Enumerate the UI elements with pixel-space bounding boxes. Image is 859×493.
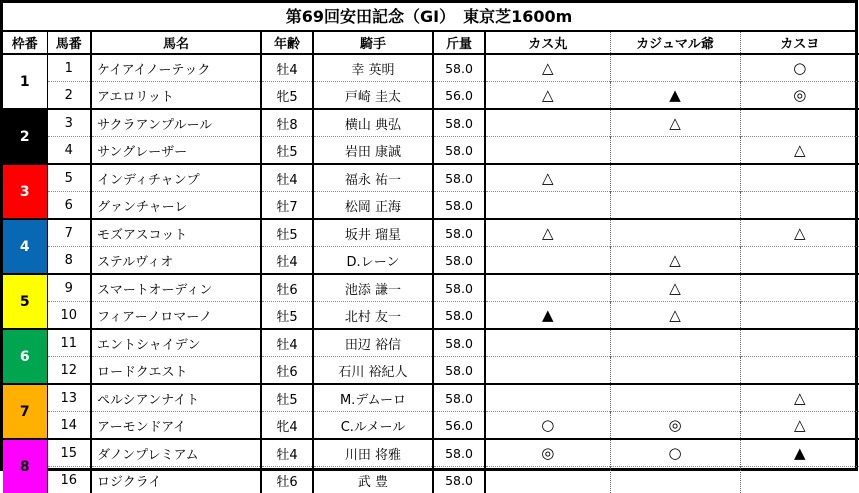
horse-name-cell: ロードクエスト xyxy=(91,357,261,385)
weight-cell: 58.0 xyxy=(433,384,485,412)
mark-cell xyxy=(485,384,610,412)
jockey-cell: 坂井 瑠星 xyxy=(313,219,433,247)
jockey-cell: 石川 裕紀人 xyxy=(313,357,433,385)
mark-cell xyxy=(485,137,610,165)
mark-cell: △ xyxy=(485,219,610,247)
race-title: 第69回安田記念（GI） 東京芝1600m xyxy=(3,3,855,32)
weight-cell: 58.0 xyxy=(433,357,485,385)
horse-name-cell: エントシャイデン xyxy=(91,329,261,357)
header-weight: 斤量 xyxy=(433,32,485,54)
mark-cell: △ xyxy=(740,137,859,165)
horse-name-cell: ロジクライ xyxy=(91,467,261,493)
table-row xyxy=(3,302,859,330)
header-tipster1: カス丸 xyxy=(485,32,610,54)
frame-number-cell: 7 xyxy=(3,384,47,439)
table-row xyxy=(3,192,859,220)
horse-number-cell: 14 xyxy=(47,412,91,440)
horse-number-cell: 2 xyxy=(47,82,91,110)
mark-cell xyxy=(485,329,610,357)
mark-cell xyxy=(485,467,610,493)
age-cell: 牡6 xyxy=(261,274,313,302)
mark-cell: △ xyxy=(610,109,740,137)
horse-name-cell: サングレーザー xyxy=(91,137,261,165)
mark-cell: △ xyxy=(485,54,610,82)
horse-name-cell: アエロリット xyxy=(91,82,261,110)
frame-number-cell: 8 xyxy=(3,439,47,493)
age-cell: 牡6 xyxy=(261,467,313,493)
mark-cell xyxy=(485,109,610,137)
mark-cell: △ xyxy=(610,247,740,275)
weight-cell: 58.0 xyxy=(433,467,485,493)
header-tipster3: カスヨ xyxy=(740,32,859,54)
mark-cell xyxy=(485,247,610,275)
horse-number-cell: 8 xyxy=(47,247,91,275)
mark-cell xyxy=(610,164,740,192)
weight-cell: 58.0 xyxy=(433,109,485,137)
age-cell: 牡4 xyxy=(261,247,313,275)
age-cell: 牡4 xyxy=(261,164,313,192)
weight-cell: 56.0 xyxy=(433,412,485,440)
jockey-cell: 北村 友一 xyxy=(313,302,433,330)
mark-cell: △ xyxy=(740,219,859,247)
jockey-cell: 幸 英明 xyxy=(313,54,433,82)
mark-cell xyxy=(740,109,859,137)
age-cell: 牡5 xyxy=(261,137,313,165)
mark-cell: △ xyxy=(610,274,740,302)
weight-cell: 58.0 xyxy=(433,247,485,275)
mark-cell xyxy=(610,137,740,165)
header-jockey: 騎手 xyxy=(313,32,433,54)
table-row xyxy=(3,219,859,247)
jockey-cell: 横山 典弘 xyxy=(313,109,433,137)
mark-cell: △ xyxy=(485,164,610,192)
jockey-cell: D.レーン xyxy=(313,247,433,275)
horse-number-cell: 10 xyxy=(47,302,91,330)
frame-number-cell: 5 xyxy=(3,274,47,329)
jockey-cell: C.ルメール xyxy=(313,412,433,440)
header-horse-name: 馬名 xyxy=(91,32,261,54)
mark-cell xyxy=(610,219,740,247)
mark-cell: ◎ xyxy=(740,82,859,110)
mark-cell: ▲ xyxy=(740,439,859,467)
table-row xyxy=(3,137,859,165)
table-row xyxy=(3,164,859,192)
mark-cell xyxy=(610,384,740,412)
age-cell: 牝4 xyxy=(261,412,313,440)
horse-number-cell: 16 xyxy=(47,467,91,493)
mark-cell: ○ xyxy=(610,439,740,467)
mark-cell: △ xyxy=(485,82,610,110)
age-cell: 牡5 xyxy=(261,219,313,247)
header-tipster2: カジュマル爺 xyxy=(610,32,740,54)
header-row xyxy=(3,32,859,54)
table-row xyxy=(3,439,859,467)
age-cell: 牡6 xyxy=(261,357,313,385)
mark-cell xyxy=(485,357,610,385)
horse-number-cell: 7 xyxy=(47,219,91,247)
horse-number-cell: 6 xyxy=(47,192,91,220)
mark-cell: △ xyxy=(610,302,740,330)
table-row xyxy=(3,357,859,385)
mark-cell xyxy=(740,192,859,220)
jockey-cell: 松岡 正海 xyxy=(313,192,433,220)
frame-number-cell: 4 xyxy=(3,219,47,274)
header-frame: 枠番 xyxy=(3,32,47,54)
frame-number-cell: 3 xyxy=(3,164,47,219)
jockey-cell: 武 豊 xyxy=(313,467,433,493)
jockey-cell: 池添 謙一 xyxy=(313,274,433,302)
horse-name-cell: インディチャンプ xyxy=(91,164,261,192)
header-horse-number: 馬番 xyxy=(47,32,91,54)
horse-number-cell: 1 xyxy=(47,54,91,82)
jockey-cell: 川田 将雅 xyxy=(313,439,433,467)
mark-cell xyxy=(610,54,740,82)
frame-number-cell: 2 xyxy=(3,109,47,164)
weight-cell: 58.0 xyxy=(433,439,485,467)
horse-number-cell: 13 xyxy=(47,384,91,412)
table-row xyxy=(3,412,859,440)
weight-cell: 58.0 xyxy=(433,329,485,357)
mark-cell: △ xyxy=(740,384,859,412)
horse-number-cell: 12 xyxy=(47,357,91,385)
mark-cell xyxy=(740,247,859,275)
horse-number-cell: 4 xyxy=(47,137,91,165)
table-row xyxy=(3,82,859,110)
mark-cell xyxy=(610,357,740,385)
horse-name-cell: ダノンプレミアム xyxy=(91,439,261,467)
mark-cell: ◎ xyxy=(610,412,740,440)
horse-name-cell: グァンチャーレ xyxy=(91,192,261,220)
frame-number-cell: 6 xyxy=(3,329,47,384)
horse-name-cell: アーモンドアイ xyxy=(91,412,261,440)
mark-cell xyxy=(740,164,859,192)
weight-cell: 58.0 xyxy=(433,192,485,220)
mark-cell xyxy=(610,467,740,493)
mark-cell xyxy=(740,329,859,357)
table-row xyxy=(3,467,859,493)
horse-name-cell: ステルヴィオ xyxy=(91,247,261,275)
horse-name-cell: モズアスコット xyxy=(91,219,261,247)
mark-cell xyxy=(740,357,859,385)
jockey-cell: 戸崎 圭太 xyxy=(313,82,433,110)
horse-number-cell: 5 xyxy=(47,164,91,192)
mark-cell xyxy=(485,274,610,302)
mark-cell: ◎ xyxy=(485,439,610,467)
mark-cell: ▲ xyxy=(485,302,610,330)
table-row xyxy=(3,274,859,302)
horse-name-cell: サクラアンプルール xyxy=(91,109,261,137)
age-cell: 牡5 xyxy=(261,302,313,330)
jockey-cell: M.デムーロ xyxy=(313,384,433,412)
mark-cell: △ xyxy=(740,412,859,440)
weight-cell: 56.0 xyxy=(433,82,485,110)
horse-number-cell: 11 xyxy=(47,329,91,357)
jockey-cell: 岩田 康誠 xyxy=(313,137,433,165)
mark-cell xyxy=(740,274,859,302)
age-cell: 牡5 xyxy=(261,384,313,412)
age-cell: 牡4 xyxy=(261,439,313,467)
table-row xyxy=(3,54,859,82)
weight-cell: 58.0 xyxy=(433,137,485,165)
horse-number-cell: 3 xyxy=(47,109,91,137)
age-cell: 牝5 xyxy=(261,82,313,110)
weight-cell: 58.0 xyxy=(433,54,485,82)
frame-number-cell: 1 xyxy=(3,54,47,109)
weight-cell: 58.0 xyxy=(433,164,485,192)
jockey-cell: 福永 祐一 xyxy=(313,164,433,192)
weight-cell: 58.0 xyxy=(433,219,485,247)
table-row xyxy=(3,109,859,137)
age-cell: 牡8 xyxy=(261,109,313,137)
horse-name-cell: ペルシアンナイト xyxy=(91,384,261,412)
mark-cell: ○ xyxy=(740,54,859,82)
table-row xyxy=(3,384,859,412)
horse-name-cell: ケイアイノーテック xyxy=(91,54,261,82)
mark-cell: ○ xyxy=(485,412,610,440)
age-cell: 牡7 xyxy=(261,192,313,220)
mark-cell xyxy=(740,302,859,330)
mark-cell: ▲ xyxy=(610,82,740,110)
horse-number-cell: 9 xyxy=(47,274,91,302)
mark-cell xyxy=(610,192,740,220)
horse-name-cell: スマートオーディン xyxy=(91,274,261,302)
mark-cell xyxy=(485,192,610,220)
jockey-cell: 田辺 裕信 xyxy=(313,329,433,357)
table-row xyxy=(3,247,859,275)
weight-cell: 58.0 xyxy=(433,302,485,330)
age-cell: 牡4 xyxy=(261,329,313,357)
horse-number-cell: 15 xyxy=(47,439,91,467)
age-cell: 牡4 xyxy=(261,54,313,82)
mark-cell xyxy=(740,467,859,493)
horse-name-cell: フィアーノロマーノ xyxy=(91,302,261,330)
header-age: 年齢 xyxy=(261,32,313,54)
table-row xyxy=(3,329,859,357)
mark-cell xyxy=(610,329,740,357)
weight-cell: 58.0 xyxy=(433,274,485,302)
race-table xyxy=(3,32,859,493)
